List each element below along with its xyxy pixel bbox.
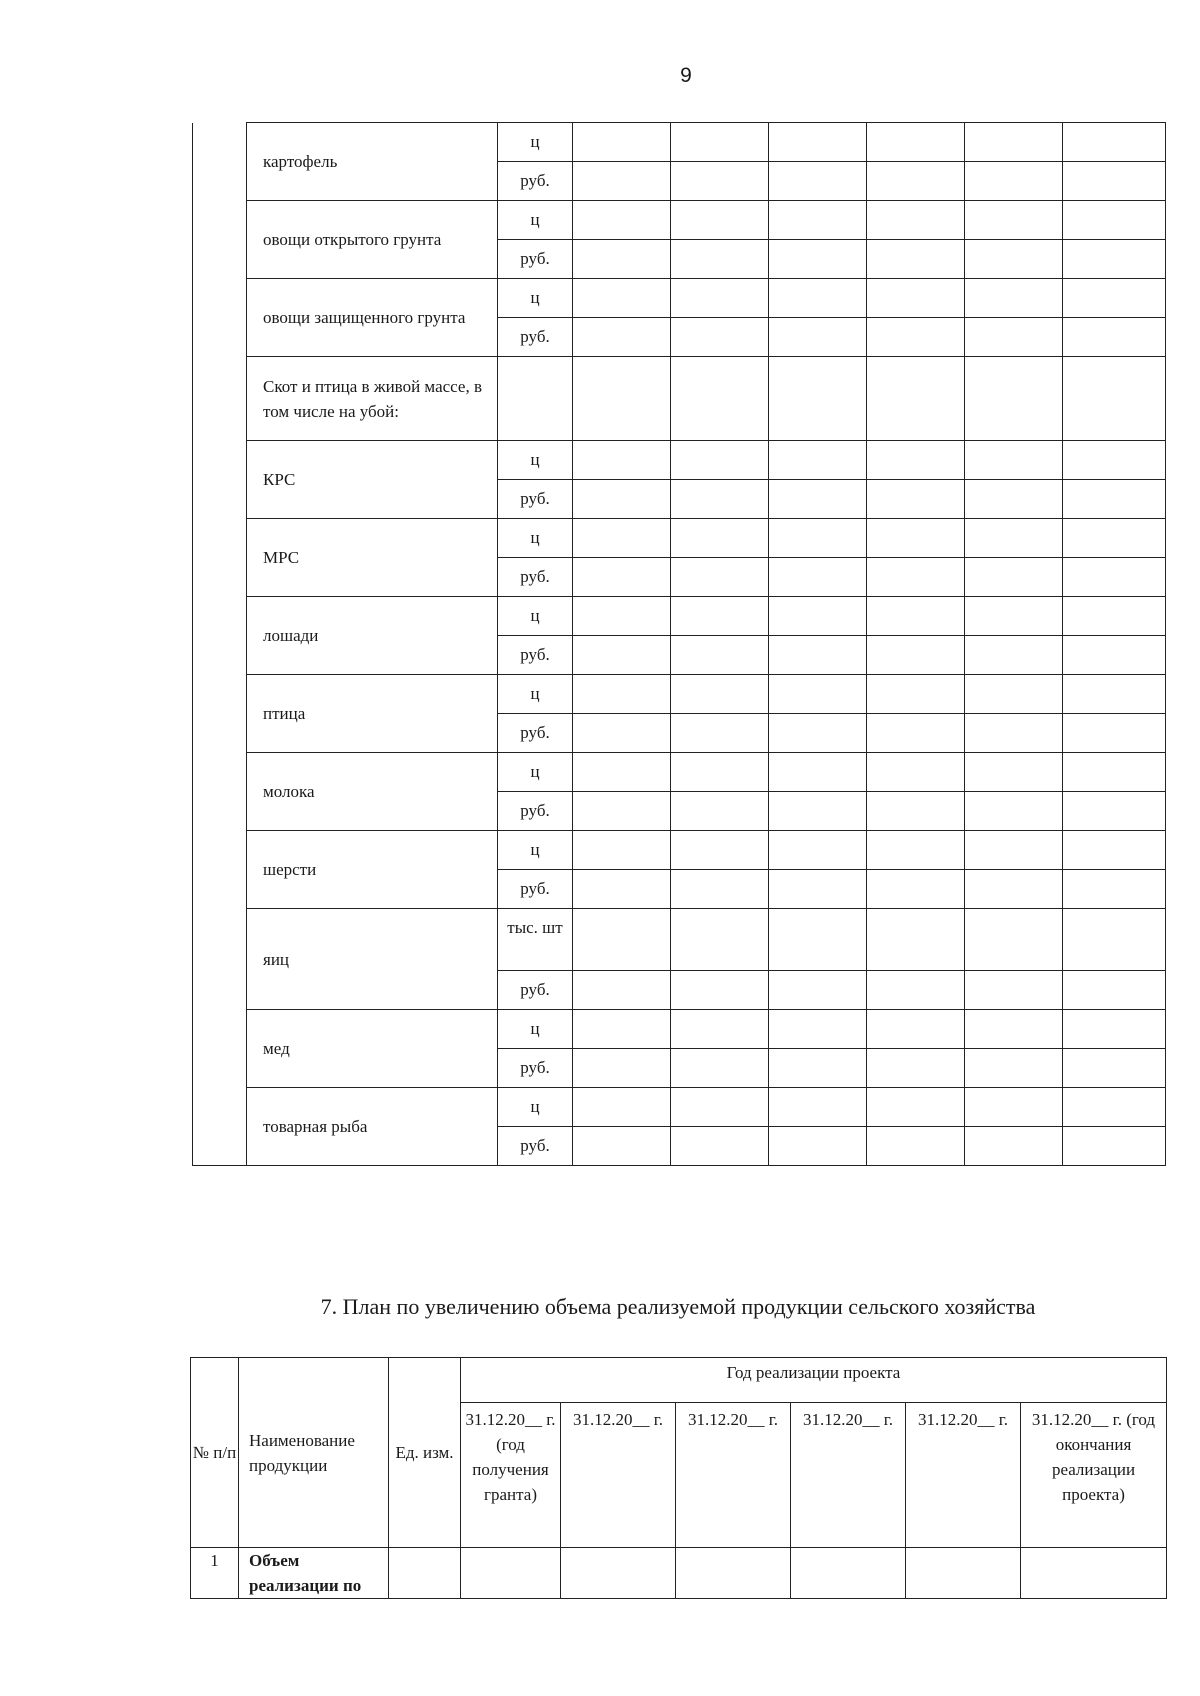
value-cell bbox=[671, 240, 769, 279]
value-cell bbox=[867, 558, 965, 597]
value-cell bbox=[769, 558, 867, 597]
value-cell bbox=[965, 1127, 1063, 1166]
value-cell bbox=[671, 1010, 769, 1049]
value-cell bbox=[769, 675, 867, 714]
value-cell bbox=[573, 636, 671, 675]
product-name: картофель bbox=[247, 123, 498, 201]
value-cell bbox=[867, 1010, 965, 1049]
value-cell bbox=[671, 558, 769, 597]
product-name: молока bbox=[247, 753, 498, 831]
value-cell bbox=[867, 1049, 965, 1088]
value-cell bbox=[769, 753, 867, 792]
value-cell bbox=[671, 831, 769, 870]
table-row bbox=[191, 1548, 1167, 1599]
value-cell bbox=[867, 792, 965, 831]
value-cell bbox=[965, 1010, 1063, 1049]
value-cell bbox=[867, 201, 965, 240]
value-cell bbox=[867, 1127, 965, 1166]
unit-cell: ц bbox=[498, 1088, 573, 1127]
value-cell bbox=[791, 1548, 906, 1599]
value-cell bbox=[671, 201, 769, 240]
product-name: шерсти bbox=[247, 831, 498, 909]
value-cell bbox=[573, 123, 671, 162]
unit-cell: ц bbox=[498, 675, 573, 714]
value-cell bbox=[1063, 714, 1166, 753]
value-cell bbox=[573, 162, 671, 201]
value-cell bbox=[1063, 441, 1166, 480]
value-cell bbox=[573, 279, 671, 318]
row-name: Объем реализации по bbox=[239, 1548, 389, 1599]
value-cell bbox=[769, 318, 867, 357]
value-cell bbox=[671, 279, 769, 318]
value-cell bbox=[573, 675, 671, 714]
value-cell bbox=[573, 357, 671, 441]
value-cell bbox=[867, 597, 965, 636]
value-cell bbox=[965, 318, 1063, 357]
row-unit-cell bbox=[389, 1548, 461, 1599]
value-cell bbox=[867, 519, 965, 558]
table-row bbox=[193, 1088, 1166, 1127]
value-cell bbox=[461, 1548, 561, 1599]
col-unit-header: Ед. изм. bbox=[389, 1358, 461, 1548]
sales-plan-table bbox=[190, 1357, 1167, 1599]
project-year-group-header: Год реализации проекта bbox=[461, 1358, 1167, 1403]
product-name: птица bbox=[247, 675, 498, 753]
value-cell bbox=[769, 870, 867, 909]
value-cell bbox=[867, 831, 965, 870]
value-cell bbox=[671, 909, 769, 971]
value-cell bbox=[573, 909, 671, 971]
table-row bbox=[193, 675, 1166, 714]
value-cell bbox=[573, 318, 671, 357]
value-cell bbox=[965, 714, 1063, 753]
table-row bbox=[193, 1010, 1166, 1049]
product-name: мед bbox=[247, 1010, 498, 1088]
value-cell bbox=[867, 441, 965, 480]
value-cell bbox=[671, 1127, 769, 1166]
unit-cell: ц bbox=[498, 597, 573, 636]
value-cell bbox=[867, 480, 965, 519]
value-cell bbox=[1063, 1010, 1166, 1049]
value-cell bbox=[1063, 1049, 1166, 1088]
value-cell bbox=[769, 279, 867, 318]
value-cell bbox=[671, 123, 769, 162]
value-cell bbox=[573, 519, 671, 558]
value-cell bbox=[867, 162, 965, 201]
value-cell bbox=[965, 636, 1063, 675]
value-cell bbox=[573, 1010, 671, 1049]
value-cell bbox=[769, 714, 867, 753]
table-row bbox=[193, 357, 1166, 441]
value-cell bbox=[965, 357, 1063, 441]
value-cell bbox=[1063, 971, 1166, 1010]
value-cell bbox=[965, 162, 1063, 201]
unit-cell: ц bbox=[498, 123, 573, 162]
value-cell bbox=[965, 240, 1063, 279]
year-header-3: 31.12.20__ г. bbox=[676, 1403, 791, 1548]
value-cell bbox=[573, 971, 671, 1010]
table-row bbox=[193, 753, 1166, 792]
value-cell bbox=[965, 597, 1063, 636]
value-cell bbox=[1063, 201, 1166, 240]
value-cell bbox=[573, 831, 671, 870]
product-name: КРС bbox=[247, 441, 498, 519]
value-cell bbox=[671, 597, 769, 636]
value-cell bbox=[671, 162, 769, 201]
value-cell bbox=[573, 558, 671, 597]
value-cell bbox=[965, 1088, 1063, 1127]
row-number: 1 bbox=[191, 1548, 239, 1599]
value-cell bbox=[671, 870, 769, 909]
value-cell bbox=[1063, 1088, 1166, 1127]
upper-production-table bbox=[192, 122, 1166, 1166]
value-cell bbox=[769, 162, 867, 201]
value-cell bbox=[965, 971, 1063, 1010]
table-row bbox=[193, 909, 1166, 971]
value-cell bbox=[671, 753, 769, 792]
value-cell bbox=[769, 480, 867, 519]
value-cell bbox=[573, 597, 671, 636]
value-cell bbox=[965, 753, 1063, 792]
product-name: МРС bbox=[247, 519, 498, 597]
unit-cell: ц bbox=[498, 201, 573, 240]
unit-cell: руб. bbox=[498, 240, 573, 279]
value-cell bbox=[769, 441, 867, 480]
value-cell bbox=[769, 1127, 867, 1166]
value-cell bbox=[1063, 357, 1166, 441]
value-cell bbox=[769, 201, 867, 240]
value-cell bbox=[1063, 597, 1166, 636]
value-cell bbox=[867, 123, 965, 162]
value-cell bbox=[965, 519, 1063, 558]
section-heading: 7. План по увеличению объема реализуемой продукции сельского хозяйства bbox=[320, 1294, 1036, 1319]
value-cell bbox=[867, 753, 965, 792]
value-cell bbox=[769, 1088, 867, 1127]
value-cell bbox=[671, 675, 769, 714]
unit-cell: ц bbox=[498, 1010, 573, 1049]
unit-cell: руб. bbox=[498, 318, 573, 357]
value-cell bbox=[867, 675, 965, 714]
table-row bbox=[193, 519, 1166, 558]
unit-cell: руб. bbox=[498, 558, 573, 597]
value-cell bbox=[573, 1127, 671, 1166]
unit-cell: ц bbox=[498, 519, 573, 558]
value-cell bbox=[867, 714, 965, 753]
value-cell bbox=[769, 831, 867, 870]
value-cell bbox=[1063, 831, 1166, 870]
value-cell bbox=[573, 792, 671, 831]
value-cell bbox=[965, 870, 1063, 909]
value-cell bbox=[1063, 675, 1166, 714]
value-cell bbox=[573, 441, 671, 480]
value-cell bbox=[867, 971, 965, 1010]
value-cell bbox=[769, 240, 867, 279]
value-cell bbox=[573, 870, 671, 909]
table-row bbox=[193, 123, 1166, 162]
table-row bbox=[193, 597, 1166, 636]
header-row bbox=[191, 1358, 1167, 1403]
value-cell bbox=[671, 792, 769, 831]
value-cell bbox=[671, 441, 769, 480]
value-cell bbox=[769, 597, 867, 636]
year-header-6: 31.12.20__ г. (год окончания реализации проекта) bbox=[1021, 1403, 1167, 1548]
value-cell bbox=[561, 1548, 676, 1599]
blank-column-cell bbox=[193, 123, 247, 1166]
value-cell bbox=[867, 357, 965, 441]
value-cell bbox=[867, 318, 965, 357]
product-name: овощи открытого грунта bbox=[247, 201, 498, 279]
value-cell bbox=[769, 357, 867, 441]
unit-cell: тыс. шт bbox=[498, 909, 573, 971]
value-cell bbox=[769, 636, 867, 675]
unit-cell: руб. bbox=[498, 1049, 573, 1088]
value-cell bbox=[671, 714, 769, 753]
value-cell bbox=[769, 1010, 867, 1049]
value-cell bbox=[671, 636, 769, 675]
value-cell bbox=[965, 831, 1063, 870]
value-cell bbox=[671, 357, 769, 441]
value-cell bbox=[769, 792, 867, 831]
value-cell bbox=[1063, 480, 1166, 519]
value-cell bbox=[965, 441, 1063, 480]
value-cell bbox=[1063, 519, 1166, 558]
value-cell bbox=[573, 201, 671, 240]
value-cell bbox=[867, 1088, 965, 1127]
value-cell bbox=[965, 123, 1063, 162]
year-header-5: 31.12.20__ г. bbox=[906, 1403, 1021, 1548]
value-cell bbox=[1063, 636, 1166, 675]
value-cell bbox=[906, 1548, 1021, 1599]
value-cell bbox=[1063, 279, 1166, 318]
value-cell bbox=[867, 636, 965, 675]
unit-cell: руб. bbox=[498, 1127, 573, 1166]
year-header-4: 31.12.20__ г. bbox=[791, 1403, 906, 1548]
value-cell bbox=[965, 792, 1063, 831]
product-name: лошади bbox=[247, 597, 498, 675]
value-cell bbox=[1063, 753, 1166, 792]
value-cell bbox=[867, 870, 965, 909]
col-number-header: № п/п bbox=[191, 1358, 239, 1548]
value-cell bbox=[573, 240, 671, 279]
value-cell bbox=[769, 971, 867, 1010]
value-cell bbox=[671, 971, 769, 1010]
table-row bbox=[193, 279, 1166, 318]
value-cell bbox=[867, 279, 965, 318]
unit-cell: руб. bbox=[498, 480, 573, 519]
value-cell bbox=[573, 714, 671, 753]
value-cell bbox=[573, 480, 671, 519]
value-cell bbox=[671, 480, 769, 519]
value-cell bbox=[965, 558, 1063, 597]
value-cell bbox=[769, 519, 867, 558]
value-cell bbox=[867, 240, 965, 279]
value-cell bbox=[676, 1548, 791, 1599]
value-cell bbox=[1063, 162, 1166, 201]
year-header-2: 31.12.20__ г. bbox=[561, 1403, 676, 1548]
value-cell bbox=[769, 1049, 867, 1088]
value-cell bbox=[1063, 318, 1166, 357]
value-cell bbox=[1063, 558, 1166, 597]
unit-cell: руб. bbox=[498, 714, 573, 753]
product-name: Скот и птица в живой массе, в том числе на убой: bbox=[247, 357, 498, 441]
unit-cell: руб. bbox=[498, 971, 573, 1010]
table-row bbox=[193, 201, 1166, 240]
unit-cell: ц bbox=[498, 441, 573, 480]
value-cell bbox=[1063, 1127, 1166, 1166]
value-cell bbox=[965, 279, 1063, 318]
unit-cell bbox=[498, 357, 573, 441]
product-name: яиц bbox=[247, 909, 498, 1010]
col-name-header: Наименование продукции bbox=[239, 1358, 389, 1548]
unit-cell: ц bbox=[498, 279, 573, 318]
value-cell bbox=[573, 753, 671, 792]
page-number: 9 bbox=[680, 64, 692, 87]
value-cell bbox=[769, 909, 867, 971]
value-cell bbox=[671, 1088, 769, 1127]
value-cell bbox=[671, 318, 769, 357]
value-cell bbox=[1063, 240, 1166, 279]
value-cell bbox=[867, 909, 965, 971]
value-cell bbox=[965, 480, 1063, 519]
value-cell bbox=[573, 1049, 671, 1088]
value-cell bbox=[965, 201, 1063, 240]
value-cell bbox=[965, 909, 1063, 971]
table-row bbox=[193, 441, 1166, 480]
value-cell bbox=[769, 123, 867, 162]
unit-cell: руб. bbox=[498, 792, 573, 831]
value-cell bbox=[1063, 123, 1166, 162]
value-cell bbox=[1063, 909, 1166, 971]
value-cell bbox=[1063, 792, 1166, 831]
value-cell bbox=[965, 675, 1063, 714]
value-cell bbox=[573, 1088, 671, 1127]
unit-cell: руб. bbox=[498, 636, 573, 675]
year-header-1: 31.12.20__ г. (год получения гранта) bbox=[461, 1403, 561, 1548]
value-cell bbox=[671, 519, 769, 558]
product-name: овощи защищенного грунта bbox=[247, 279, 498, 357]
unit-cell: ц bbox=[498, 753, 573, 792]
value-cell bbox=[671, 1049, 769, 1088]
product-name: товарная рыба bbox=[247, 1088, 498, 1166]
unit-cell: руб. bbox=[498, 162, 573, 201]
unit-cell: ц bbox=[498, 831, 573, 870]
value-cell bbox=[965, 1049, 1063, 1088]
value-cell bbox=[1021, 1548, 1167, 1599]
table-row bbox=[193, 831, 1166, 870]
unit-cell: руб. bbox=[498, 870, 573, 909]
value-cell bbox=[1063, 870, 1166, 909]
